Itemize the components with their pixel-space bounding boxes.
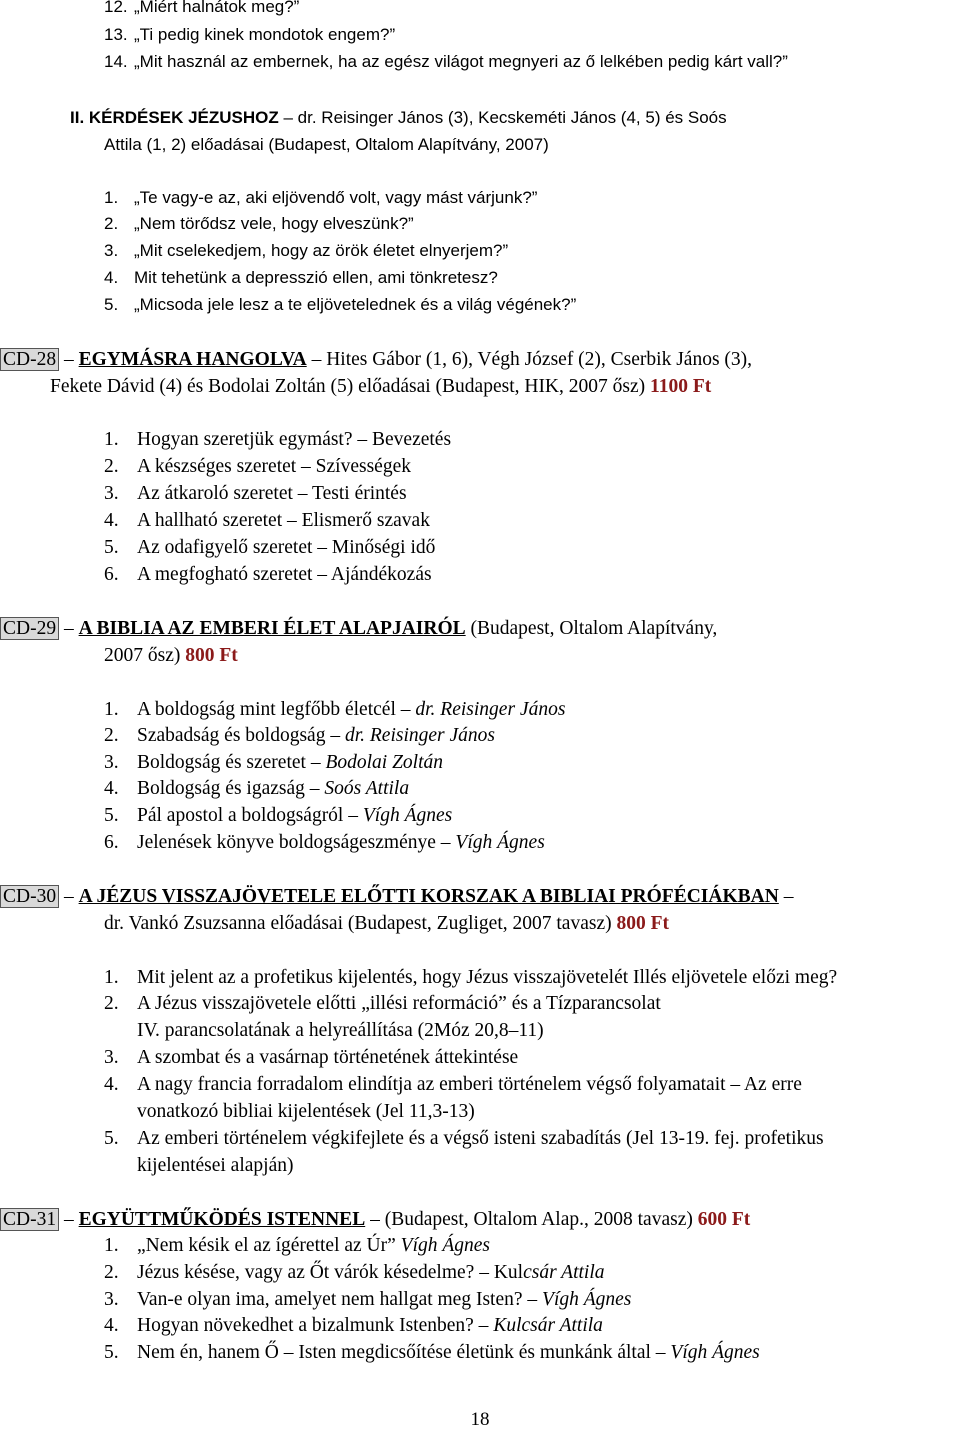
- list-item-text: Boldogság és igazság – Soós Attila: [137, 778, 410, 799]
- cd30-heading: CD-30 – A JÉZUS VISSZAJÖVETELE ELŐTTI KORSZAK A BIBLIAI PRÓFÉCIÁKBAN –: [0, 884, 793, 910]
- list-item-text: Mit jelent az a profetikus kijelentés, hogy Jézus visszajövetelét Illés eljövetele előzi meg?: [137, 967, 838, 988]
- cd29-heading: CD-29 – A BIBLIA AZ EMBERI ÉLET ALAPJAIRÓL (Budapest, Oltalom Alapítvány,: [0, 616, 717, 642]
- price: 600 Ft: [697, 1209, 751, 1230]
- list-item-text: „Ti pedig kinek mondotok engem?”: [134, 25, 396, 44]
- cd29-subheading: 2007 ősz) 800 Ft: [104, 645, 238, 666]
- list-item: 4.: [104, 778, 119, 799]
- page-number: 18: [470, 1409, 490, 1430]
- list-item-text: Van-e olyan ima, amelyet nem hallgat meg Isten? – Vígh Ágnes: [137, 1289, 632, 1310]
- list-item-text: „Miért halnátok meg?”: [134, 0, 300, 16]
- list-item-text: Az átkaroló szeretet – Testi érintés: [137, 483, 407, 504]
- list-item-text: IV. parancsolatának a helyreállítása (2Móz 20,8–11): [137, 1020, 544, 1041]
- list-item-text: A Jézus visszajövetele előtti „illési reformáció” és a Tízparancsolat: [137, 993, 661, 1014]
- list-item: 2.: [104, 725, 119, 746]
- list-item-text: Hogyan szeretjük egymást? – Bevezetés: [137, 429, 452, 450]
- list-item: 3.: [104, 752, 119, 773]
- list-item-text: „Te vagy-e az, aki eljövendő volt, vagy mást várjunk?”: [134, 188, 538, 207]
- list-item-text: vonatkozó bibliai kijelentések (Jel 11,3-13): [137, 1101, 475, 1122]
- list-item: 2.: [104, 214, 119, 233]
- cd-code-badge: CD-29: [0, 617, 59, 640]
- price: 800 Ft: [616, 913, 669, 934]
- list-item: 4.: [104, 1074, 119, 1095]
- list-item-text: Szabadság és boldogság – dr. Reisinger János: [137, 725, 495, 746]
- list-item: 5.: [104, 1342, 119, 1363]
- list-item: 4.: [104, 268, 119, 287]
- list-item-text: Mit tehetünk a depresszió ellen, ami tönkretesz?: [134, 268, 498, 287]
- list-item: 5.: [104, 295, 119, 314]
- list-item: 1.: [104, 429, 119, 450]
- list-item: 1.: [104, 1235, 119, 1256]
- list-item: 2.: [104, 993, 119, 1014]
- list-item-text: kijelentései alapján): [137, 1155, 294, 1176]
- list-item-text: A megfogható szeretet – Ajándékozás: [137, 564, 432, 585]
- list-item: 2.: [104, 1262, 119, 1283]
- list-item: 12.: [104, 0, 128, 16]
- list-item: 1.: [104, 699, 119, 720]
- section-heading: II. KÉRDÉSEK JÉZUSHOZ – dr. Reisinger János (3), Kecskeméti János (4, 5) és Soós: [70, 108, 727, 127]
- cd31-heading: CD-31 – EGYÜTTMŰKÖDÉS ISTENNEL – (Budapest, Oltalom Alap., 2008 tavasz) 600 Ft: [0, 1207, 750, 1233]
- list-item-text: Pál apostol a boldogságról – Vígh Ágnes: [137, 805, 453, 826]
- list-item-text: „Mit cselekedjem, hogy az örök életet elnyerjem?”: [134, 241, 509, 260]
- list-item: 3.: [104, 241, 119, 260]
- list-item-text: „Micsoda jele lesz a te eljövetelednek és a világ végének?”: [134, 295, 577, 314]
- price: 1100 Ft: [650, 376, 712, 397]
- list-item: 3.: [104, 483, 119, 504]
- cd-code-badge: CD-28: [0, 348, 59, 371]
- list-item: 3.: [104, 1047, 119, 1068]
- cd-code-badge: CD-30: [0, 885, 59, 908]
- list-item: 3.: [104, 1289, 119, 1310]
- list-item: 2.: [104, 456, 119, 477]
- list-item: 1.: [104, 188, 119, 207]
- list-item: 4.: [104, 1315, 119, 1336]
- list-item: 4.: [104, 510, 119, 531]
- price: 800 Ft: [185, 645, 238, 666]
- list-item-text: Az odafigyelő szeretet – Minőségi idő: [137, 537, 436, 558]
- cd30-subheading: dr. Vankó Zsuzsanna előadásai (Budapest, Zugliget, 2007 tavasz) 800 Ft: [104, 913, 669, 934]
- list-item: 6.: [104, 832, 119, 853]
- cd28-subheading: Fekete Dávid (4) és Bodolai Zoltán (5) előadásai (Budapest, HIK, 2007 ősz) 1100 Ft: [50, 376, 712, 397]
- list-item: 5.: [104, 1128, 119, 1149]
- list-item: 14.: [104, 52, 128, 71]
- list-item-text: A készséges szeretet – Szívességek: [137, 456, 411, 477]
- list-item: 6.: [104, 564, 119, 585]
- list-item-text: Boldogság és szeretet – Bodolai Zoltán: [137, 752, 444, 773]
- list-item: 5.: [104, 537, 119, 558]
- list-item-text: „Nem törődsz vele, hogy elveszünk?”: [134, 214, 414, 233]
- list-item-text: A boldogság mint legfőbb életcél – dr. Reisinger János: [137, 699, 566, 720]
- list-item-text: A szombat és a vasárnap történetének áttekintése: [137, 1047, 519, 1068]
- list-item-text: „Nem késik el az ígérettel az Úr” Vígh Ágnes: [137, 1235, 491, 1256]
- list-item-text: A nagy francia forradalom elindítja az emberi történelem végső folyamatait – Az erre: [137, 1074, 802, 1095]
- list-item-text: Nem én, hanem Ő – Isten megdicsőítése életünk és munkánk által – Vígh Ágnes: [137, 1342, 760, 1363]
- cd28-heading: CD-28 – EGYMÁSRA HANGOLVA – Hites Gábor (1, 6), Végh József (2), Cserbik János (3),: [0, 347, 752, 373]
- list-item-text: Hogyan növekedhet a bizalmunk Istenben? – Kulcsár Attila: [137, 1315, 603, 1336]
- list-item: 1.: [104, 967, 119, 988]
- list-item-text: Az emberi történelem végkifejlete és a végső isteni szabadítás (Jel 13-19. fej. profetikus: [137, 1128, 824, 1149]
- list-item-text: A hallható szeretet – Elismerő szavak: [137, 510, 430, 531]
- list-item: 5.: [104, 805, 119, 826]
- list-item: 13.: [104, 25, 128, 44]
- list-item-text: Jelenések könyve boldogságeszménye – Vígh Ágnes: [137, 832, 545, 853]
- list-item-text: Jézus késése, vagy az Őt várók késedelme? – Kulcsár Attila: [137, 1262, 605, 1283]
- list-item-text: „Mit használ az embernek, ha az egész világot megnyeri az ő lelkében pedig kárt vall?”: [134, 52, 788, 71]
- cd-code-badge: CD-31: [0, 1208, 59, 1231]
- section-subheading: Attila (1, 2) előadásai (Budapest, Oltalom Alapítvány, 2007): [104, 135, 549, 154]
